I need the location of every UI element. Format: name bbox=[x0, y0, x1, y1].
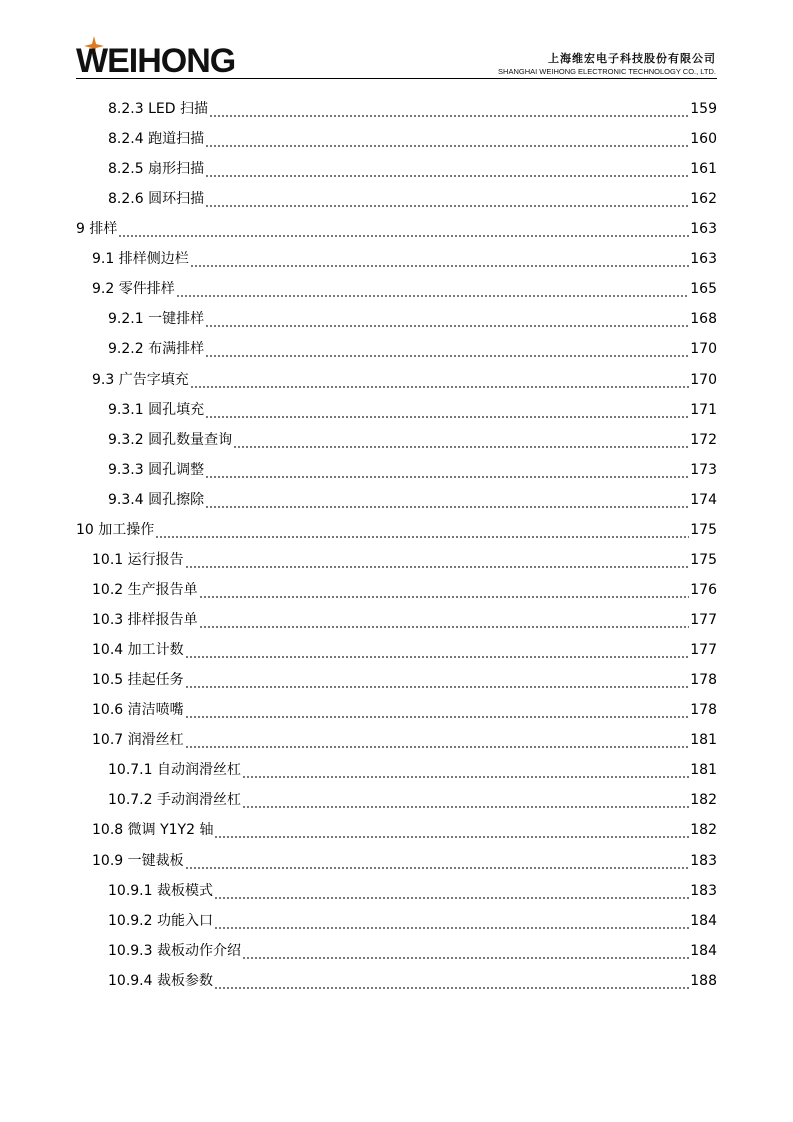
toc-entry[interactable] bbox=[92, 369, 717, 391]
toc-entry[interactable] bbox=[108, 940, 717, 962]
toc-entry-page: 182 bbox=[690, 792, 717, 809]
toc-entry-page: 161 bbox=[690, 161, 717, 178]
toc-dot-leader bbox=[233, 429, 689, 451]
toc-dot-leader bbox=[155, 519, 689, 541]
toc-entry-page: 181 bbox=[690, 732, 717, 749]
page-header bbox=[0, 0, 793, 80]
toc-dot-leader bbox=[209, 98, 689, 120]
toc-dot-leader bbox=[199, 609, 690, 631]
toc-entry-page: 159 bbox=[690, 101, 717, 117]
toc-dot-leader bbox=[242, 940, 689, 962]
toc-entry-title: 10.9.3 裁板动作介绍 bbox=[108, 942, 241, 959]
toc-dot-leader bbox=[214, 970, 689, 992]
toc-entry-title: 10.7.1 自动润滑丝杠 bbox=[108, 762, 241, 779]
toc-dot-leader bbox=[205, 399, 689, 421]
toc-entry-page: 184 bbox=[690, 912, 717, 929]
toc-entry-title: 10.4 加工计数 bbox=[92, 642, 184, 659]
company-logo: WEIHONG bbox=[76, 42, 236, 80]
toc-entry[interactable] bbox=[108, 910, 717, 932]
toc-entry-page: 177 bbox=[690, 642, 717, 659]
toc-entry-page: 163 bbox=[690, 251, 717, 268]
toc-entry-page: 170 bbox=[690, 371, 717, 388]
toc-entry-page: 176 bbox=[690, 581, 717, 598]
toc-entry-title: 10.8 微调 Y1Y2 轴 bbox=[92, 822, 214, 839]
toc-entry[interactable] bbox=[108, 128, 717, 150]
toc-entry[interactable] bbox=[92, 248, 717, 270]
toc-entry[interactable] bbox=[92, 819, 717, 841]
toc-dot-leader bbox=[205, 338, 689, 360]
toc-dot-leader bbox=[205, 128, 689, 150]
toc-entry[interactable] bbox=[108, 158, 717, 180]
toc-dot-leader bbox=[214, 880, 689, 902]
toc-dot-leader bbox=[185, 549, 690, 571]
toc-entry[interactable] bbox=[92, 699, 717, 721]
toc-entry-title: 10.9.2 功能入口 bbox=[108, 912, 213, 929]
toc-entry[interactable] bbox=[76, 218, 717, 240]
toc-entry-title: 10.7.2 手动润滑丝杠 bbox=[108, 792, 241, 809]
toc-entry-title: 8.2.3 LED 扫描 bbox=[108, 101, 208, 117]
toc-dot-leader bbox=[199, 579, 690, 601]
toc-entry-title: 8.2.4 跑道扫描 bbox=[108, 131, 205, 148]
toc-entry-title: 10.9 一键裁板 bbox=[92, 852, 184, 869]
toc-entry-title: 9.2 零件排样 bbox=[92, 281, 175, 298]
toc-entry-page: 175 bbox=[690, 521, 717, 538]
toc-entry-title: 10 加工操作 bbox=[76, 521, 155, 538]
toc-entry-page: 188 bbox=[690, 972, 717, 989]
toc-entry[interactable] bbox=[108, 399, 717, 421]
toc-dot-leader bbox=[205, 489, 689, 511]
toc-entry-title: 9.3.2 圆孔数量查询 bbox=[108, 431, 233, 448]
toc-entry-title: 10.3 排样报告单 bbox=[92, 612, 198, 629]
toc-entry-page: 163 bbox=[690, 221, 717, 238]
toc-entry-title: 8.2.6 圆环扫描 bbox=[108, 191, 205, 208]
toc-dot-leader bbox=[205, 188, 689, 210]
toc-entry[interactable] bbox=[108, 459, 717, 481]
toc-entry-title: 10.2 生产报告单 bbox=[92, 581, 198, 598]
toc-entry-title: 9.3.4 圆孔擦除 bbox=[108, 491, 205, 508]
toc-entry-title: 9 排样 bbox=[76, 221, 118, 238]
toc-entry-page: 183 bbox=[690, 852, 717, 869]
toc-entry[interactable] bbox=[108, 429, 717, 451]
toc-entry-page: 160 bbox=[690, 131, 717, 148]
toc-entry-title: 9.3.3 圆孔调整 bbox=[108, 461, 205, 478]
toc-entry-page: 165 bbox=[690, 281, 717, 298]
toc-dot-leader bbox=[214, 910, 689, 932]
toc-dot-leader bbox=[205, 158, 689, 180]
toc-entry-title: 10.6 清洁喷嘴 bbox=[92, 702, 184, 719]
toc-dot-leader bbox=[185, 850, 690, 872]
toc-entry-title: 10.5 挂起任务 bbox=[92, 672, 184, 689]
toc-entry[interactable] bbox=[108, 188, 717, 210]
toc-entry[interactable] bbox=[92, 609, 717, 631]
toc-entry-page: 162 bbox=[690, 191, 717, 208]
toc-entry[interactable] bbox=[108, 789, 717, 811]
toc-entry-title: 10.1 运行报告 bbox=[92, 551, 184, 568]
toc-dot-leader bbox=[190, 248, 690, 270]
toc-entry-page: 182 bbox=[690, 822, 717, 839]
toc-entry-page: 178 bbox=[690, 702, 717, 719]
toc-dot-leader bbox=[185, 699, 690, 721]
toc-dot-leader bbox=[185, 639, 690, 661]
toc-entry[interactable] bbox=[108, 489, 717, 511]
toc-entry-page: 181 bbox=[690, 762, 717, 779]
toc-entry-page: 184 bbox=[690, 942, 717, 959]
toc-dot-leader bbox=[242, 759, 689, 781]
toc-dot-leader bbox=[242, 789, 689, 811]
toc-entry-page: 173 bbox=[690, 461, 717, 478]
toc-entry[interactable] bbox=[92, 669, 717, 691]
toc-dot-leader bbox=[185, 729, 690, 751]
toc-dot-leader bbox=[205, 459, 689, 481]
toc-dot-leader bbox=[214, 819, 689, 841]
toc-dot-leader bbox=[118, 218, 689, 240]
toc-dot-leader bbox=[176, 278, 690, 300]
toc-entry-page: 170 bbox=[690, 341, 717, 358]
toc-entry-page: 168 bbox=[690, 311, 717, 328]
toc-entry[interactable] bbox=[108, 98, 717, 120]
toc-entry[interactable] bbox=[108, 759, 717, 781]
company-name-cn: 上海维宏电子科技股份有限公司 bbox=[548, 52, 716, 65]
toc-dot-leader bbox=[185, 669, 690, 691]
toc-entry-title: 8.2.5 扇形扫描 bbox=[108, 161, 205, 178]
toc-entry[interactable] bbox=[108, 970, 717, 992]
toc-entry[interactable] bbox=[92, 278, 717, 300]
toc-dot-leader bbox=[190, 369, 690, 391]
toc-entry[interactable] bbox=[92, 729, 717, 751]
toc-entry-title: 9.2.2 布满排样 bbox=[108, 341, 205, 358]
toc-entry-title: 10.7 润滑丝杠 bbox=[92, 732, 184, 749]
toc-entry-page: 183 bbox=[690, 882, 717, 899]
company-name-en: SHANGHAI WEIHONG ELECTRONIC TECHNOLOGY CO., LTD. bbox=[498, 67, 716, 76]
toc-dot-leader bbox=[205, 308, 689, 330]
toc-entry[interactable] bbox=[108, 308, 717, 330]
toc-entry[interactable] bbox=[92, 549, 717, 571]
header-divider bbox=[76, 78, 717, 79]
toc-entry-page: 175 bbox=[690, 551, 717, 568]
toc-entry-page: 177 bbox=[690, 612, 717, 629]
toc-entry[interactable] bbox=[92, 850, 717, 872]
toc-entry-title: 10.9.4 裁板参数 bbox=[108, 972, 213, 989]
toc-entry-page: 174 bbox=[690, 491, 717, 508]
toc-entry[interactable] bbox=[92, 639, 717, 661]
toc-entry-title: 9.1 排样侧边栏 bbox=[92, 251, 189, 268]
toc-entry-page: 172 bbox=[690, 431, 717, 448]
toc-entry-title: 9.2.1 一键排样 bbox=[108, 311, 205, 328]
toc-entry-page: 178 bbox=[690, 672, 717, 689]
toc-entry[interactable] bbox=[76, 519, 717, 541]
toc-entry-title: 9.3 广告字填充 bbox=[92, 371, 189, 388]
toc-entry[interactable] bbox=[108, 880, 717, 902]
toc-entry-title: 9.3.1 圆孔填充 bbox=[108, 401, 205, 418]
toc-entry[interactable] bbox=[108, 338, 717, 360]
toc-entry-title: 10.9.1 裁板模式 bbox=[108, 882, 213, 899]
toc-entry-page: 171 bbox=[690, 401, 717, 418]
toc-entry[interactable] bbox=[92, 579, 717, 601]
